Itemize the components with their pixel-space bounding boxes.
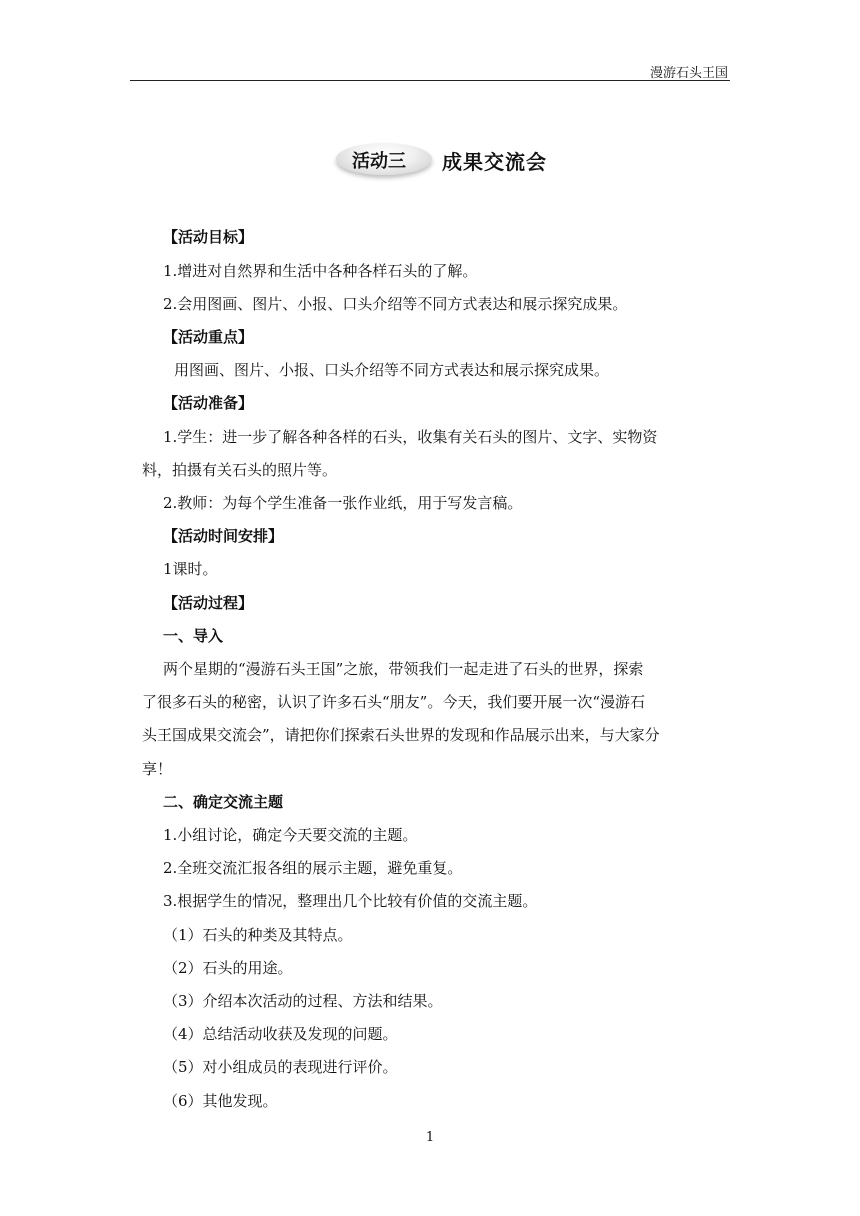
list-item: （5）对小组成员的表现进行评价。 [163,1058,398,1076]
page-header [130,64,730,81]
paragraph-line: 2.会用图画、图片、小报、口头介绍等不同方式表达和展示探究成果。 [163,295,628,313]
list-item: （3）介绍本次活动的过程、方法和结果。 [163,992,443,1010]
paragraph-line: 1.小组讨论，确定今天要交流的主题。 [163,826,418,844]
paragraph-line: 3.根据学生的情况，整理出几个比较有价值的交流主题。 [163,892,538,910]
paragraph-line: 头王国成果交流会”，请把你们探索石头世界的发现和作品展示出来，与大家分 [142,726,660,744]
paragraph-line: 两个星期的“漫游石头王国”之旅，带领我们一起走进了石头的世界，探索 [163,660,644,678]
section-heading-prep: 【活动准备】 [163,394,254,412]
paragraph-line: 料，拍摄有关石头的照片等。 [142,461,338,479]
activity-name: 成果交流会 [442,150,547,174]
paragraph-line: 2.教师：为每个学生准备一张作业纸，用于写发言稿。 [163,494,523,512]
activity-title [330,141,590,181]
activity-number: 活动三 [352,151,406,172]
paragraph-line: 了很多石头的秘密，认识了许多石头“朋友”。今天，我们要开展一次“漫游石 [142,693,646,711]
section-heading-goals: 【活动目标】 [163,228,254,246]
paragraph-line: 1课时。 [163,560,218,578]
running-title: 漫游石头王国 [649,66,728,81]
list-item: （1）石头的种类及其特点。 [163,926,353,944]
subheading-intro: 一、导入 [163,627,224,645]
paragraph-line: 2.全班交流汇报各组的展示主题，避免重复。 [163,859,463,877]
list-item: （4）总结活动收获及发现的问题。 [163,1025,398,1043]
section-heading-schedule: 【活动时间安排】 [163,527,284,545]
paragraph-line: 享！ [142,760,173,778]
paragraph-line: 用图画、图片、小报、口头介绍等不同方式表达和展示探究成果。 [174,361,610,379]
paragraph-line: 1.增进对自然界和生活中各种各样石头的了解。 [163,262,478,280]
section-heading-process: 【活动过程】 [163,594,254,612]
list-item: （2）石头的用途。 [163,959,293,977]
list-item: （6）其他发现。 [163,1092,278,1110]
page-number: 1 [425,1130,435,1145]
paragraph-line: 1.学生：进一步了解各种各样的石头，收集有关石头的图片、文字、实物资 [163,428,658,446]
subheading-topics: 二、确定交流主题 [163,793,284,811]
section-heading-focus: 【活动重点】 [163,328,254,346]
